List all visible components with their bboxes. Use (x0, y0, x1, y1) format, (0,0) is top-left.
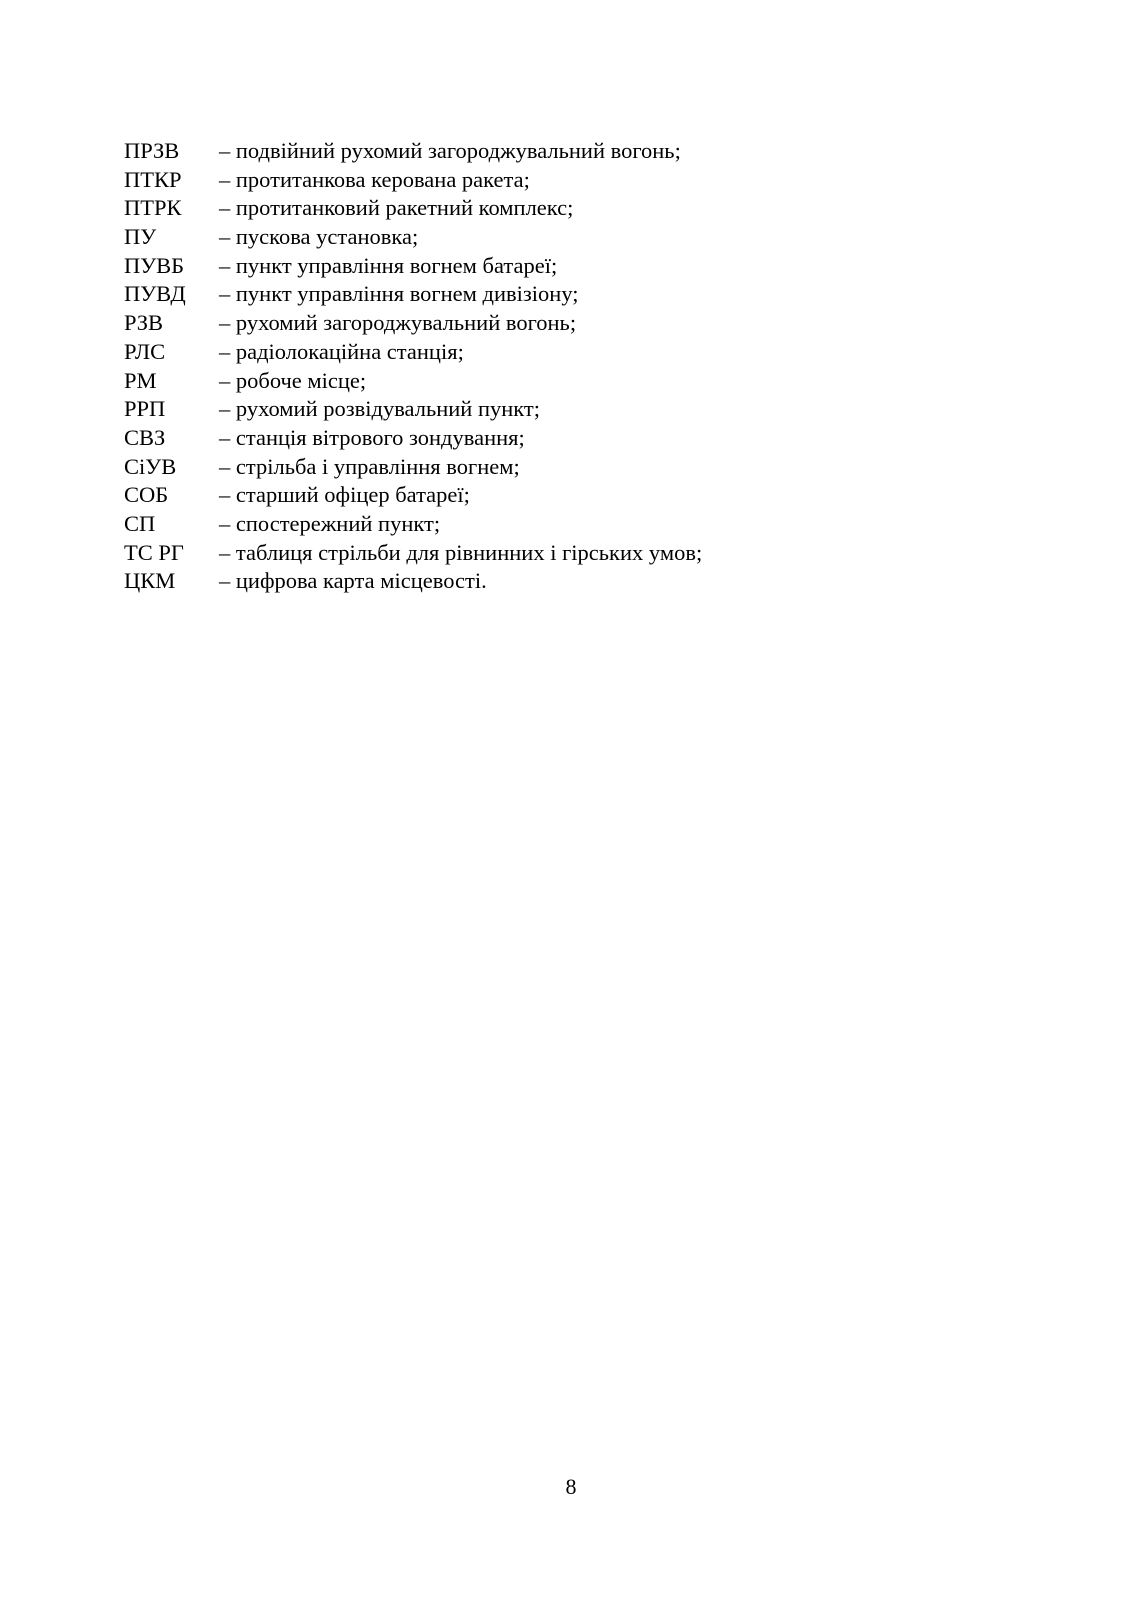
abbreviation-term: ПУ (124, 224, 157, 250)
abbreviation-row (124, 194, 924, 223)
abbreviation-definition: – робоче місце; (219, 367, 367, 393)
abbreviation-row (124, 166, 924, 195)
abbreviation-row (124, 280, 924, 309)
abbreviation-row (124, 338, 924, 367)
abbreviation-term: ПТРК (124, 195, 182, 221)
abbreviation-row (124, 395, 924, 424)
abbreviation-term: ПУВБ (124, 252, 185, 278)
abbreviation-term: РМ (124, 367, 157, 393)
abbreviation-row (124, 567, 924, 596)
abbreviation-definition: – цифрова карта місцевості. (219, 568, 487, 594)
abbreviation-term: СіУВ (124, 453, 177, 479)
abbreviation-definition: – рухомий загороджувальний вогонь; (219, 310, 577, 336)
abbreviation-term: СВЗ (124, 424, 166, 450)
abbreviation-row (124, 539, 924, 568)
abbreviation-definition: – радіолокаційна станція; (219, 338, 464, 364)
abbreviation-list (124, 137, 924, 596)
abbreviation-term: ПУВД (124, 281, 186, 307)
abbreviation-row (124, 252, 924, 281)
abbreviation-definition: – старший офіцер батареї; (219, 482, 470, 508)
abbreviation-row (124, 367, 924, 396)
abbreviation-definition: – протитанковий ракетний комплекс; (219, 195, 574, 221)
abbreviation-term: ТС РГ (124, 539, 184, 565)
abbreviation-definition: – пускова установка; (219, 224, 419, 250)
abbreviation-definition: – подвійний рухомий загороджувальний вогонь; (219, 138, 681, 163)
abbreviation-definition: – протитанкова керована ракета; (219, 166, 530, 192)
abbreviation-row (124, 424, 924, 453)
abbreviation-term: СП (124, 510, 156, 536)
abbreviation-term: РЛС (124, 338, 166, 364)
abbreviation-definition: – пункт управління вогнем дивізіону; (219, 281, 579, 307)
abbreviation-term: РЗВ (124, 310, 164, 336)
abbreviation-term: ПТКР (124, 166, 182, 192)
abbreviation-term: РРП (124, 396, 166, 422)
abbreviation-definition: – таблиця стрільби для рівнинних і гірських умов; (219, 539, 703, 565)
abbreviation-row (124, 453, 924, 482)
abbreviation-row (124, 309, 924, 338)
abbreviation-definition: – станція вітрового зондування; (219, 424, 525, 450)
abbreviation-definition: – пункт управління вогнем батареї; (219, 252, 558, 278)
abbreviation-term: ПРЗВ (124, 138, 180, 163)
abbreviation-term: СОБ (124, 482, 169, 508)
abbreviation-row (124, 481, 924, 510)
abbreviation-row (124, 223, 924, 252)
page-number: 8 (565, 1474, 577, 1499)
abbreviation-definition: – стрільба і управління вогнем; (219, 453, 520, 479)
abbreviation-definition: – спостережний пункт; (219, 510, 441, 536)
abbreviation-row (124, 137, 924, 166)
abbreviation-term: ЦКМ (124, 568, 176, 594)
abbreviation-row (124, 510, 924, 539)
abbreviation-definition: – рухомий розвідувальний пункт; (219, 396, 540, 422)
